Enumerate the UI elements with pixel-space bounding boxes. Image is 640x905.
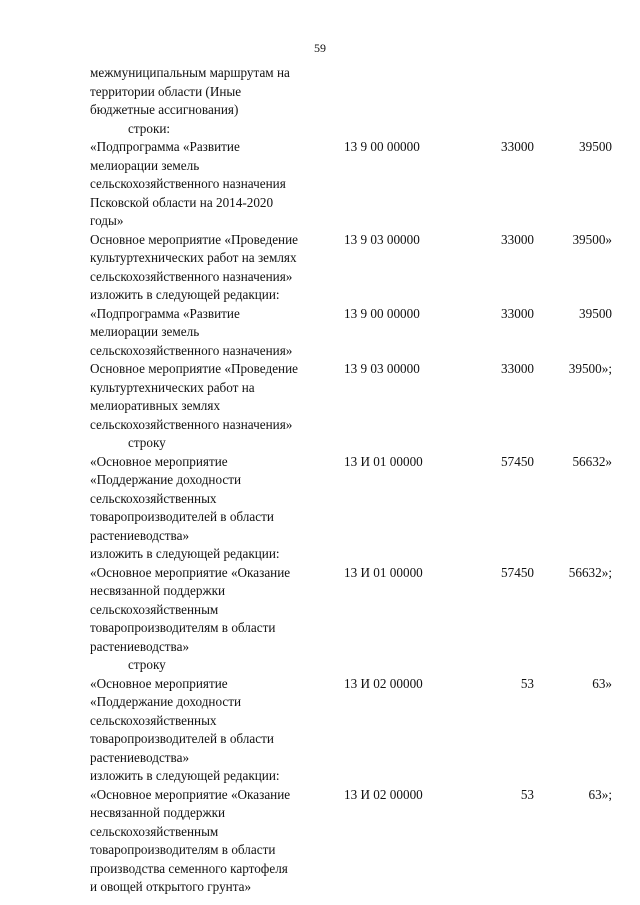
- budget-row: [90, 564, 625, 657]
- description-line: сельскохозяйственным: [90, 823, 219, 839]
- page-number: 59: [314, 41, 326, 55]
- description-line: мелиоративных землях: [90, 398, 221, 413]
- amount-second: 39500: [579, 139, 612, 154]
- description-line: растениеводства»: [90, 749, 190, 765]
- label-line: строку: [128, 435, 166, 450]
- description-line: культуртехнических работ на: [90, 379, 255, 395]
- description-line: сельскохозяйственного назначения»: [90, 416, 293, 432]
- amount-first: 33000: [501, 361, 534, 376]
- amount-first: 33000: [501, 139, 534, 154]
- budget-code: 13 И 01 00000: [344, 564, 423, 580]
- amount-first: 57450: [501, 453, 534, 469]
- budget-code: 13 9 03 00000: [344, 231, 420, 247]
- row-description: [90, 675, 340, 768]
- description-line: «Поддержание доходности: [90, 472, 242, 487]
- row-description: [90, 786, 340, 897]
- budget-code: 13 И 01 00000: [344, 453, 423, 469]
- label-replace: изложить в следующей редакции:: [90, 768, 280, 783]
- row-description: [90, 231, 340, 287]
- description-line: Основное мероприятие «Проведение: [90, 361, 299, 376]
- amount-second: 63»: [592, 675, 612, 691]
- budget-row: [90, 305, 625, 361]
- row-description: [90, 138, 340, 231]
- intro-line: территории области (Иные: [90, 83, 242, 99]
- description-line: «Поддержание доходности: [90, 694, 242, 709]
- description-line: мелиорации земель: [90, 324, 200, 339]
- description-line: несвязанной поддержки: [90, 805, 226, 820]
- intro-line: межмуниципальным маршрутам на: [90, 65, 290, 80]
- description-line: растениеводства»: [90, 527, 190, 543]
- budget-code: 13 И 02 00000: [344, 675, 423, 691]
- description-line: «Основное мероприятие «Оказание: [90, 786, 291, 802]
- budget-row: [90, 453, 625, 546]
- description-line: Основное мероприятие «Проведение: [90, 231, 299, 247]
- amount-second: 56632»: [572, 453, 612, 469]
- description-line: «Подпрограмма «Развитие: [90, 139, 240, 154]
- description-line: сельскохозяйственного назначения»: [90, 268, 293, 284]
- label-line: строку: [128, 657, 166, 672]
- document-body: [90, 64, 625, 897]
- amount-first: 53: [520, 675, 534, 691]
- row-description: [90, 453, 340, 546]
- budget-row: [90, 138, 625, 231]
- description-line: товаропроизводителям в области: [90, 620, 276, 635]
- amount-second: 63»;: [588, 786, 612, 802]
- budget-row: [90, 786, 625, 897]
- description-line: сельскохозяйственного назначения»: [90, 342, 293, 358]
- amount-first: 33000: [501, 305, 534, 321]
- description-line: производства семенного картофеля: [90, 860, 288, 876]
- amount-first: 53: [520, 786, 534, 802]
- amount-second: 39500»: [572, 231, 612, 247]
- description-line: и овощей открытого грунта»: [90, 879, 252, 894]
- amount-first: 57450: [501, 564, 534, 580]
- intro-text: [90, 64, 625, 120]
- description-line: растениеводства»: [90, 638, 190, 654]
- amount-second: 56632»;: [568, 564, 612, 580]
- description-line: сельскохозяйственного назначения: [90, 176, 286, 191]
- description-line: мелиорации земель: [90, 157, 200, 173]
- description-line: Псковской области на 2014-2020: [90, 194, 274, 210]
- label-replace: изложить в следующей редакции:: [90, 287, 280, 302]
- budget-code: 13 9 00 00000: [344, 305, 420, 321]
- description-line: несвязанной поддержки: [90, 583, 226, 598]
- amount-second: 39500»;: [568, 361, 612, 376]
- budget-code: 13 И 02 00000: [344, 786, 423, 802]
- budget-code: 13 9 03 00000: [344, 361, 420, 376]
- budget-code: 13 9 00 00000: [344, 139, 420, 154]
- description-line: «Подпрограмма «Развитие: [90, 305, 240, 321]
- description-line: «Основное мероприятие: [90, 453, 228, 469]
- description-line: годы»: [90, 213, 124, 228]
- amount-second: 39500: [579, 305, 612, 321]
- description-line: сельскохозяйственных: [90, 490, 217, 506]
- description-line: сельскохозяйственным: [90, 601, 219, 617]
- description-line: «Основное мероприятие «Оказание: [90, 564, 291, 580]
- row-description: [90, 564, 340, 657]
- description-line: сельскохозяйственных: [90, 712, 217, 728]
- description-line: «Основное мероприятие: [90, 675, 228, 691]
- budget-row: [90, 231, 625, 287]
- row-description: [90, 305, 340, 361]
- budget-row: [90, 675, 625, 768]
- label-lines: строки:: [128, 120, 171, 136]
- description-line: товаропроизводителей в области: [90, 509, 274, 524]
- description-line: товаропроизводителям в области: [90, 842, 276, 857]
- description-line: товаропроизводителей в области: [90, 731, 274, 746]
- budget-row: [90, 360, 625, 434]
- intro-line: бюджетные ассигнования): [90, 102, 239, 117]
- amount-first: 33000: [501, 231, 534, 247]
- description-line: культуртехнических работ на землях: [90, 250, 297, 265]
- row-description: [90, 360, 340, 434]
- label-replace: изложить в следующей редакции:: [90, 546, 280, 561]
